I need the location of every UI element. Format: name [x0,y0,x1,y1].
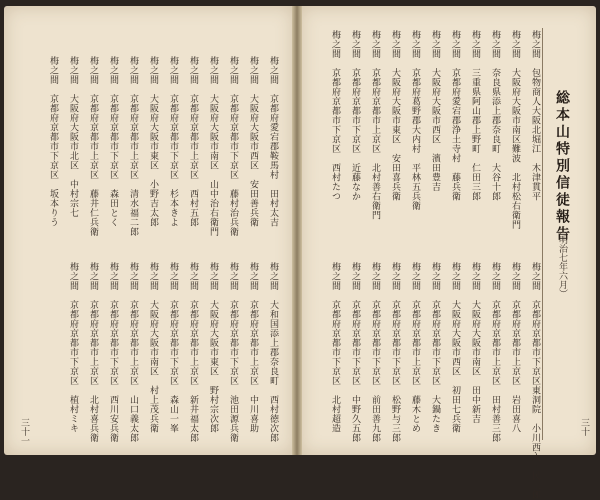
title-rule [542,28,543,440]
right-lower-list [318,262,540,500]
entry-column: 梅之間 京都府京都市上京区 清水福二郎 [128,56,138,237]
entry-column: 梅之間 包物商人大阪北堀江 木津貫平 [530,30,540,201]
right-page-number: 三十 [579,418,589,436]
entry-column: 梅之間 京都府葛野郡大内村 平林五兵衛 [410,30,420,211]
left-upper-list [16,56,278,276]
entry-column: 梅之間 京都府京都市下京区 大鍋たき [430,262,440,433]
entry-column: 梅之間 京都府京都市下京区 杉本きよ [168,56,178,227]
entry-column: 梅之間 京都府京都市上京区 新井福太郎 [188,262,198,443]
entry-column: 梅之間 大阪府大阪市東区 小野吉太郎 [148,56,158,227]
entry-column: 梅之間 大阪府大阪市西区 初田七兵衛 [450,262,460,433]
entry-column: 梅之間 京都府京都市下京区 池田源兵衛 [228,262,238,443]
entry-column: 梅之間 京都府京都市下京区 植村ミキ [68,262,78,433]
entry-column: 梅之間 京都府京都市下京区 前田善九郎 [370,262,380,443]
book-gutter [292,6,302,455]
entry-column: 梅之間 大阪府大阪市南区 山中治右衛門 [208,56,218,237]
entry-column: 梅之間 京都府京都市下京区 西川安兵衛 [108,262,118,443]
entry-column: 梅之間 大阪府大阪市南区難波 北村松右衛門 [510,30,520,230]
entry-column: 梅之間 大阪府大阪市西区 安田善兵衛 [248,56,258,227]
entry-column: 梅之間 京都府京都市上京区 山口義太郎 [128,262,138,443]
entry-column: 梅之間 大阪府大阪市南区 村上茂兵衛 [148,262,158,433]
right-upper-list [318,30,540,285]
entry-column: 梅之間 大阪府大阪市東区 野村宗次郎 [208,262,218,433]
page-title: 総本山特別信徒報告 [554,90,570,243]
entry-column: 梅之間 京都府京都市下京区 森山一峯 [168,262,178,433]
left-lower-list [16,262,278,442]
entry-column: 梅之間 京都府愛宕郡浄土寺村 藤兵衛 [450,30,460,201]
entry-column: 梅之間 京都府京都市上京区 北村喜兵衛 [88,262,98,443]
entry-column: 梅之間 京都府京都市下京区 藤村治兵衛 [228,56,238,237]
entry-column: 梅之間 京都府京都市下京区 坂本りう [48,56,58,227]
entry-column: 梅之間 京都府京都市下京区 森田とく [108,56,118,227]
entry-column: 梅之間 京都府京都市下京区 中野久五郎 [350,262,360,443]
entry-column: 梅之間 京都府京都市下京区 西村たつ [330,30,340,201]
entry-column: 梅之間 京都府京都市下京区東洞院 小川西入 民三郎 [530,262,540,500]
entry-column: 梅之間 大阪府大阪市東区 安田喜兵衛 [390,30,400,201]
entry-column: 梅之間 京都府京都市下京区 北村超造 [330,262,340,433]
entry-column: 梅之間 京都府京都市上京区 北村善右衛門 [370,30,380,220]
entry-column: 梅之間 大阪府大阪市西区 濱田豊吉 [430,30,440,192]
left-page-number: 三十一 [19,418,29,445]
entry-column: 梅之間 京都府京都市上京区 藤井仁兵衛 [88,56,98,237]
title-note: （明治七年六月） [557,226,567,298]
entry-column: 梅之間 三重県阿山郡上野町 仁田三郎 [470,30,480,201]
entry-column: 梅之間 京都府京都市下京区 近藤なか [350,30,360,201]
entry-column: 梅之間 京都府京都市下京区 松野与三郎 [390,262,400,443]
entry-column: 梅之間 奈良県添上郡奈良町 大谷十郎 [490,30,500,201]
entry-column: 梅之間 大阪府大阪市南区 田中新吉 [470,262,480,424]
entry-column: 梅之間 京都府京都市上京区 岩田喜八 [510,262,520,433]
entry-column: 梅之間 京都府京都市上京区 中川喜助 [248,262,258,433]
entry-column: 梅之間 京都府京都市上京区 西村五郎 [188,56,198,227]
entry-column: 梅之間 京都府京都市上京区 藤木とめ [410,262,420,433]
entry-column: 梅之間 京都府愛宕郡鞍馬村 田村太吉 [268,56,278,227]
entry-column: 梅之間 京都府京都市上京区 田村善三郎 [490,262,500,443]
entry-column: 梅之間 大和国添上郡奈良町 西村徳次郎 [268,262,278,443]
entry-column: 梅之間 大阪府大阪市北区 中村宗七 [68,56,78,218]
